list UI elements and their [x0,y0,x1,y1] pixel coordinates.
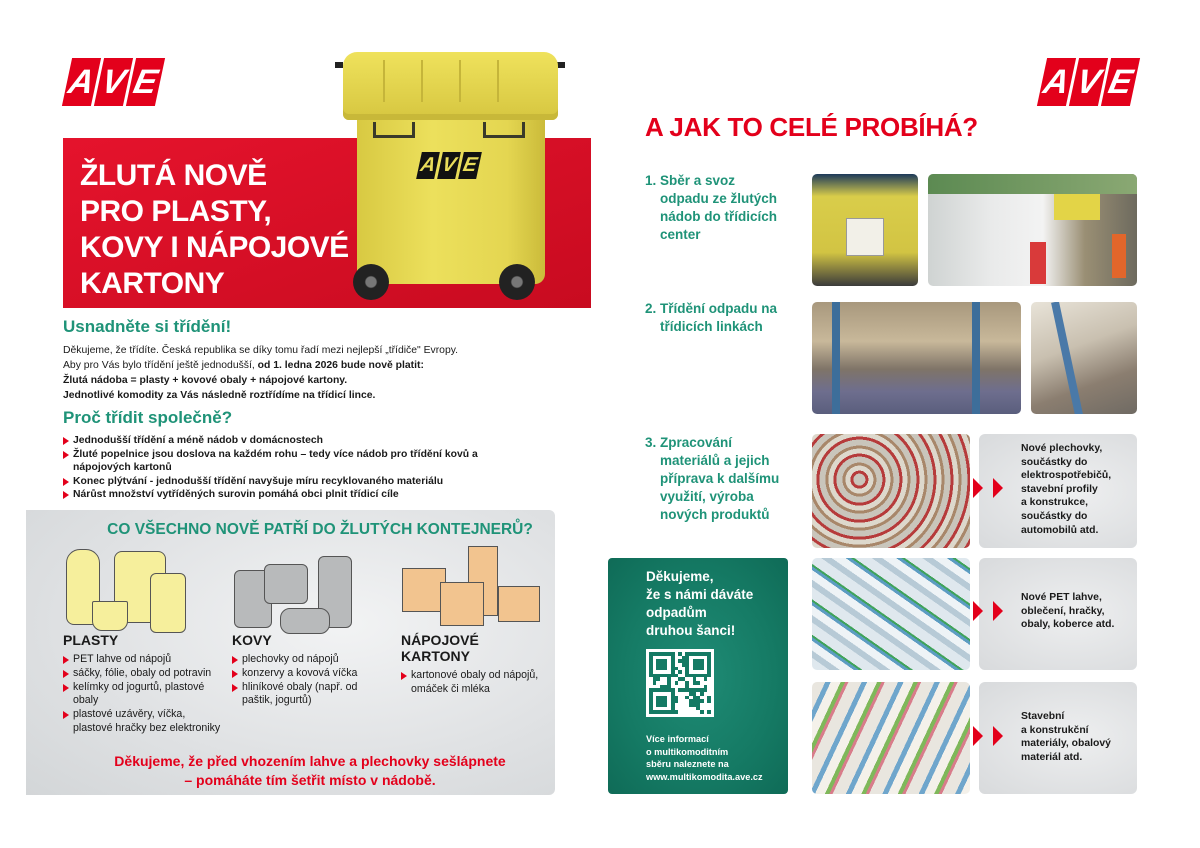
arrow-right-icon [973,478,983,498]
step-3: 3. Zpracování materiálů a jejich příprava k dalšímu využití, výroba nových produktů [645,435,780,522]
list-item: Jednodušší třídění a méně nádob v domácnostech [63,434,483,448]
hero-title: ŽLUTÁ NOVĚ PRO PLASTY, KOVY I NÁPOJOVÉ KARTONY [80,159,349,300]
result-cartons: Stavební a konstrukční materiály, obalový materiál atd. [979,682,1137,794]
list-item: Žluté popelnice jsou doslova na každém rohu – tedy více nádob pro třídění kovů a nápojových kartonů [63,448,483,475]
result-plastics: Nové PET lahve, oblečení, hračky, obaly, koberce atd. [979,558,1137,670]
step-2: 2. Třídění odpadu na třídicích linkách [645,301,777,334]
qr-code-icon [649,652,711,714]
list-item: Nárůst množství vytříděných surovin pomáhá obci plnit třídicí cíle [63,488,483,502]
photo-pet-bottles [812,558,970,670]
list-item: PET lahve od nápojů [63,653,223,667]
step-1: 1. Sběr a svoz odpadu ze žlutých nádob do třídicích center [645,173,778,242]
bin-ave-logo: A V E [416,152,482,179]
arrow-right-icon [993,726,1003,746]
list-item: kelímky od jogurtů, plastové obaly [63,681,223,709]
photo-conveyor-belt [1031,302,1137,414]
list-item: kartonové obaly od nápojů, omáček či mléka [401,669,551,697]
photo-sorting-line [812,302,1021,414]
photo-beverage-cartons [812,682,970,794]
list-item: sáčky, fólie, obaly od potravin [63,667,223,681]
ave-logo: A V E [62,58,165,106]
belongs-heading: CO VŠECHNO NOVĚ PATŘÍ DO ŽLUTÝCH KONTEJNERŮ? [107,521,533,538]
category-cartons: NÁPOJOVÉ KARTONY kartonové obaly od nápojů, omáček či mléka [401,632,551,697]
arrow-right-icon [993,478,1003,498]
photo-yellow-bin [812,174,918,286]
intro-heading: Usnadněte si třídění! [63,317,232,336]
why-list [63,434,483,502]
category-metals: KOVY plechovky od nápojů konzervy a kovová víčka hliníkové obaly (např. od paštik, jogurtů) [232,632,372,708]
photo-crushed-cans [812,434,970,548]
process-heading: A JAK TO CELÉ PROBÍHÁ? [645,112,978,142]
list-item: hliníkové obaly (např. od paštik, jogurtů) [232,681,372,709]
website-link[interactable]: www.multikomodita.ave.cz [646,771,763,782]
list-item: konzervy a kovová víčka [232,667,372,681]
intro-paragraph: Děkujeme, že třídíte. Česká republika se díky tomu řadí mezi nejlepší „třídiče" Evropy. Aby pro Vás bylo třídění ještě jednodušší, od 1. ledna 2026 bude nově platit: Žlutá nádoba = plasty + kovové obaly + nápojové kartony. Jednotlivé komodity za Vás následně roztřídíme na třídicí lince. [63,345,459,401]
thanks-note: Děkujeme, že před vhozením lahve a plechovky sešlápnete – pomáháte tím šetřit místo v nádobě. [114,753,506,788]
list-item: Konec plýtvání - jednodušší třídění navyšuje míru recyklovaného materiálu [63,475,483,489]
list-item: plastové uzávěry, víčka, plastové hračky bez elektroniky [63,708,223,736]
metals-illustration [230,552,370,637]
arrow-right-icon [993,601,1003,621]
arrow-right-icon [973,726,983,746]
photo-garbage-truck [928,174,1137,286]
qr-code[interactable] [646,649,714,717]
cartons-illustration [398,540,543,630]
why-heading: Proč třídit společně? [63,408,233,427]
thanks-panel: Děkujeme, že s námi dáváte odpadům druhou šanci! Více informací o multikomoditním sběru naleznete na www.multikomodita.ave.cz [608,558,788,794]
category-plastics: PLASTY PET lahve od nápojů sáčky, fólie, obaly od potravin kelímky od jogurtů, plastové obaly plastové uzávěry, víčka, plastové hračky bez elektroniky [63,632,223,736]
yellow-bin-image [335,52,565,302]
plastics-illustration [62,543,192,635]
list-item: plechovky od nápojů [232,653,372,667]
arrow-right-icon [973,601,983,621]
result-metals: Nové plechovky, součástky do elektrospotřebičů, stavební profily a konstrukce, součástky do automobilů atd. [979,434,1137,548]
ave-logo-right: A V E [1037,58,1140,106]
